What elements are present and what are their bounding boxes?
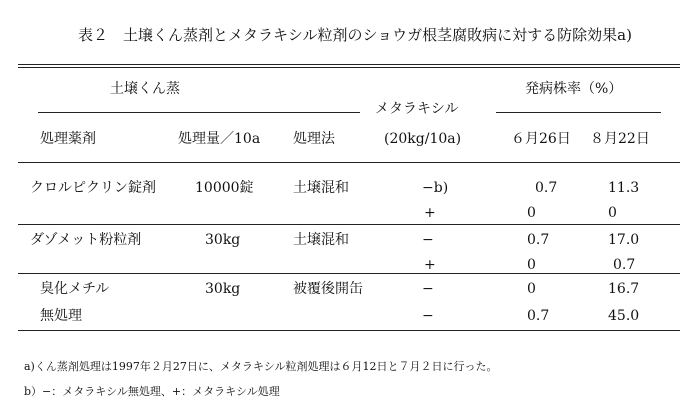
row5-jun26: 0	[527, 281, 536, 297]
row3-metalaxyl: −	[422, 232, 434, 248]
header-jun26: ６月26日	[511, 131, 571, 147]
top-rule-1	[18, 64, 680, 65]
row3-aug22: 17.0	[608, 232, 640, 248]
row5-metalaxyl: −	[422, 281, 434, 297]
header-metalaxyl-rate: (20kg/10a)	[384, 131, 462, 147]
header-group-fumigant: 土壌くん蒸	[110, 81, 180, 97]
row1-amount: 10000錠	[195, 180, 254, 196]
row4-aug22: 0.7	[613, 257, 636, 273]
rate-group-rule	[496, 112, 661, 113]
row6-aug22: 45.0	[608, 308, 640, 324]
row5-amount: 30kg	[205, 281, 241, 297]
row1-aug22: 11.3	[608, 180, 640, 196]
table-title: 表２ 土壌くん蒸剤とメタラキシル粒剤のショウガ根茎腐敗病に対する防除効果a)	[78, 26, 632, 44]
row5-aug22: 16.7	[608, 281, 640, 297]
row3-amount: 30kg	[205, 232, 241, 248]
row3-method: 土壌混和	[293, 232, 349, 248]
header-bottom-rule	[18, 162, 680, 163]
row-separator-1	[18, 224, 680, 225]
row-separator-2	[18, 273, 680, 274]
header-metalaxyl: メタラキシル	[375, 101, 459, 117]
row1-metalaxyl: −b)	[422, 180, 449, 196]
row3-jun26: 0.7	[527, 232, 550, 248]
row4-jun26: 0	[527, 257, 536, 273]
header-group-incidence-rate: 発病株率（%）	[525, 81, 623, 97]
row1-jun26: 0.7	[535, 180, 558, 196]
row5-method: 被覆後開缶	[293, 281, 363, 297]
header-method: 処理法	[293, 131, 335, 147]
row5-agent: 臭化メチル	[40, 281, 110, 297]
header-agent: 処理薬剤	[40, 131, 96, 147]
row1-method: 土壌混和	[293, 180, 349, 196]
row2-metalaxyl: +	[424, 205, 436, 221]
row2-jun26: 0	[527, 205, 536, 221]
row1-agent: クロルピクリン錠剤	[30, 180, 156, 196]
footnote-b: b）−：メタラキシル無処理、+：メタラキシル処理	[24, 385, 280, 398]
row3-agent: ダゾメット粉粒剤	[30, 232, 142, 248]
header-amount: 処理量／10a	[178, 131, 261, 147]
fumigant-group-rule	[38, 112, 360, 113]
row6-jun26: 0.7	[527, 308, 550, 324]
row6-metalaxyl: −	[422, 308, 434, 324]
header-aug22: ８月22日	[590, 131, 650, 147]
bottom-rule	[18, 330, 680, 331]
footnote-a: a)くん蒸剤処理は1997年２月27日に、メタラキシル粒剤処理は６月12日と７月２日に行った。	[24, 360, 498, 373]
row6-agent: 無処理	[40, 308, 82, 324]
row2-aug22: 0	[608, 205, 617, 221]
top-rule-2	[18, 67, 680, 68]
row4-metalaxyl: +	[424, 257, 436, 273]
